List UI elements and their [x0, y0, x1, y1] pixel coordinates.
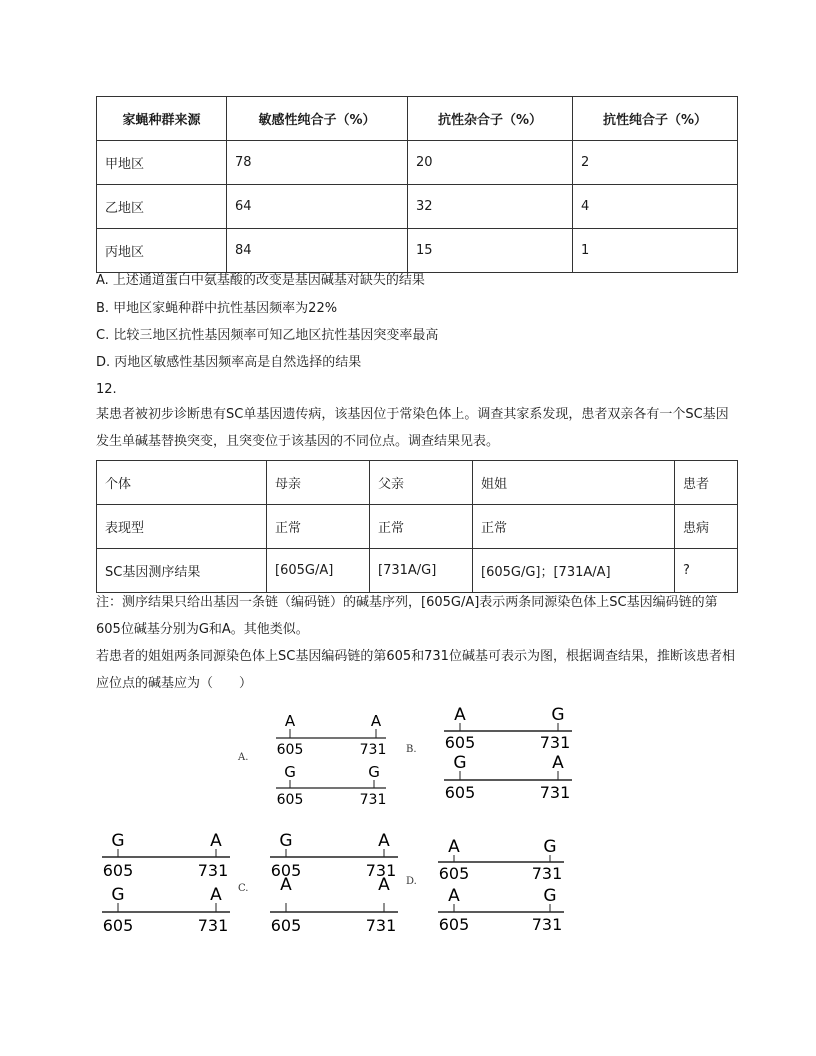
base-label: A [378, 831, 390, 851]
table-cell: 丙地区 [97, 229, 227, 273]
choice-label: B. [406, 744, 417, 755]
base-label: G [111, 885, 125, 905]
pedigree-table [96, 460, 738, 593]
table-cell: 15 [408, 229, 573, 273]
base-label: G [111, 831, 125, 851]
table-row [97, 185, 738, 229]
position-label: 731 [539, 733, 571, 752]
choice-label: A. [238, 752, 249, 763]
option-b-figure[interactable] [96, 828, 236, 942]
table-row [97, 505, 738, 549]
base-label: A [370, 712, 382, 730]
base-label: A [448, 837, 460, 857]
table-row [97, 141, 738, 185]
table-cell: 78 [227, 141, 408, 185]
base-label: A [454, 705, 466, 725]
position-label: 731 [531, 864, 563, 883]
table-cell: 乙地区 [97, 185, 227, 229]
chromosome-diagram [268, 708, 398, 808]
chromosome-diagram [96, 828, 236, 938]
position-label: 731 [197, 861, 229, 880]
position-label: 731 [359, 742, 387, 758]
option-d: D. 丙地区敏感性基因频率高是自然选择的结果 [96, 355, 362, 370]
table-row [97, 229, 738, 273]
table-cell: SC基因测序结果 [97, 549, 267, 593]
base-label: A [448, 886, 460, 906]
table-cell: 20 [408, 141, 573, 185]
base-label: G [543, 886, 557, 906]
table-row [97, 461, 738, 505]
base-label: A [284, 712, 296, 730]
base-label: G [284, 763, 296, 781]
table-note: 注：测序结果只给出基因一条链（编码链）的碱基序列，[605G/A]表示两条同源染色体上SC基因编码链的第605位碱基分别为G和A。其他类似。 [96, 595, 718, 637]
table-cell: [605G/A] [267, 549, 370, 593]
base-label: G [543, 837, 557, 857]
question-stem: 某患者被初步诊断患有SC单基因遗传病，该基因位于常染色体上。调查其家系发现，患者双亲各有一个SC基因发生单碱基替换突变，且突变位于该基因的不同位点。调查结果见表。 [96, 407, 729, 449]
table-cell: ? [675, 549, 738, 593]
table-cell: [731A/G] [370, 549, 473, 593]
position-label: 731 [365, 916, 397, 935]
position-label: 605 [276, 792, 304, 808]
table-cell: 正常 [267, 505, 370, 549]
option-c: C. 比较三地区抗性基因频率可知乙地区抗性基因突变率最高 [96, 328, 439, 343]
table-header-cell: 抗性纯合子（%） [573, 97, 738, 141]
option-b: B. 甲地区家蝇种群中抗性基因频率为22% [96, 301, 338, 316]
base-label: A [210, 831, 222, 851]
base-label: A [210, 885, 222, 905]
table-cell: 表现型 [97, 505, 267, 549]
table-cell: 32 [408, 185, 573, 229]
choice-label: D. [406, 876, 417, 887]
chromosome-diagram [438, 702, 578, 804]
base-label: A [378, 875, 390, 895]
table-cell: 患病 [675, 505, 738, 549]
option-c-figure[interactable] [264, 828, 404, 942]
position-label: 605 [276, 742, 304, 758]
option-a-figure[interactable] [438, 702, 578, 808]
question-number: 12. [96, 382, 117, 397]
position-label: 605 [438, 915, 470, 934]
choice-label: C. [238, 883, 249, 894]
option-d-figure[interactable] [432, 834, 572, 942]
position-label: 605 [444, 733, 476, 752]
base-label: G [551, 705, 565, 725]
base-label: G [279, 831, 293, 851]
gene-frequency-table [96, 96, 738, 273]
option-a: A. 上述通道蛋白中氨基酸的改变是基因碱基对缺失的结果 [96, 273, 425, 288]
table-cell: 正常 [473, 505, 675, 549]
position-label: 605 [102, 861, 134, 880]
base-label: G [453, 753, 467, 773]
table-cell: 患者 [675, 461, 738, 505]
position-label: 605 [270, 916, 302, 935]
position-label: 731 [365, 861, 397, 880]
position-label: 731 [359, 792, 387, 808]
table-cell: 2 [573, 141, 738, 185]
position-label: 605 [102, 916, 134, 935]
table-header-row [97, 97, 738, 141]
position-label: 605 [444, 783, 476, 802]
table-cell: 父亲 [370, 461, 473, 505]
table-cell: 64 [227, 185, 408, 229]
table-cell: 1 [573, 229, 738, 273]
question-prompt: 若患者的姐姐两条同源染色体上SC基因编码链的第605和731位碱基可表示为图，根据调查结果，推断该患者相应位点的碱基应为（ ） [96, 649, 735, 691]
table-header-cell: 敏感性纯合子（%） [227, 97, 408, 141]
table-cell: 正常 [370, 505, 473, 549]
position-label: 605 [270, 861, 302, 880]
base-label: A [552, 753, 564, 773]
table-cell: 4 [573, 185, 738, 229]
table-header-cell: 抗性杂合子（%） [408, 97, 573, 141]
position-label: 731 [539, 783, 571, 802]
base-label: G [368, 763, 380, 781]
chromosome-diagram [264, 828, 404, 938]
table-cell: 姐姐 [473, 461, 675, 505]
position-label: 731 [531, 915, 563, 934]
table-header-cell: 家蝇种群来源 [97, 97, 227, 141]
sister-chromosome-figure [268, 708, 398, 812]
position-label: 605 [438, 864, 470, 883]
table-cell: 甲地区 [97, 141, 227, 185]
table-cell: 84 [227, 229, 408, 273]
table-cell: 母亲 [267, 461, 370, 505]
table-cell: [605G/G]；[731A/A] [473, 549, 675, 593]
base-label: A [280, 875, 292, 895]
chromosome-diagram [432, 834, 572, 938]
position-label: 731 [197, 916, 229, 935]
table-cell: 个体 [97, 461, 267, 505]
table-row [97, 549, 738, 593]
